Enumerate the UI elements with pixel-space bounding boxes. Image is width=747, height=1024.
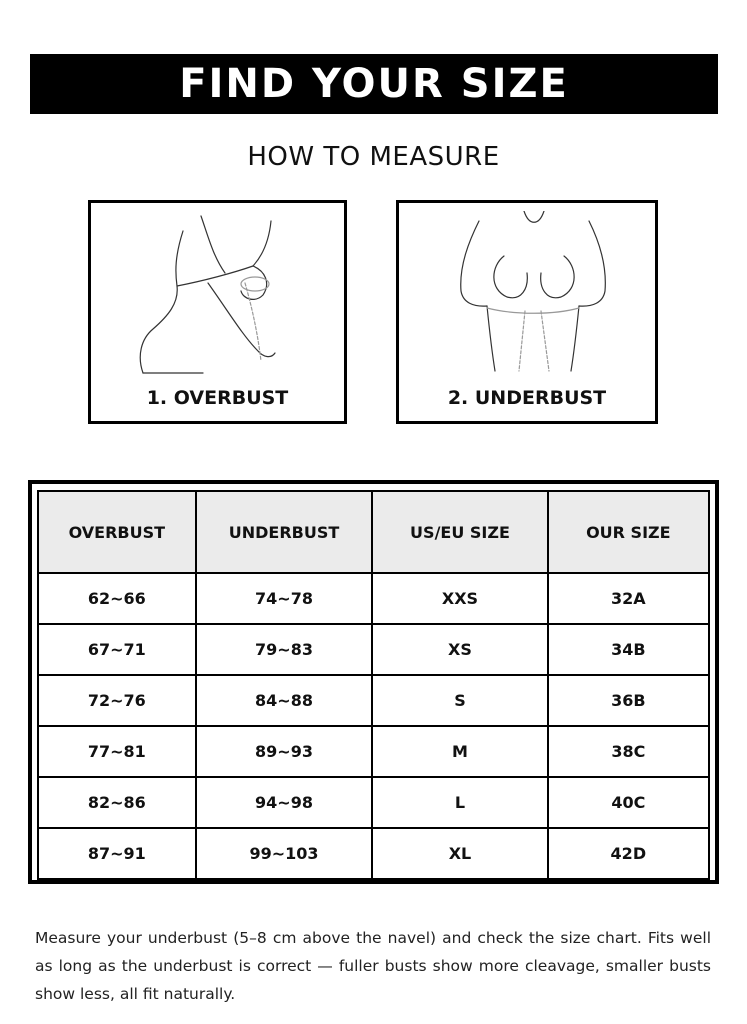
underbust-cell: 79~83 — [196, 624, 373, 675]
title-banner — [30, 54, 718, 114]
us-eu-size-cell: L — [372, 777, 547, 828]
page-title: FIND YOUR SIZE — [179, 61, 569, 107]
us-eu-size-cell: XS — [372, 624, 547, 675]
underbust-cell: 74~78 — [196, 573, 373, 624]
us-eu-size-cell: XL — [372, 828, 547, 879]
overbust-cell: 67~71 — [38, 624, 196, 675]
column-header: US/EU SIZE — [372, 491, 547, 573]
table-row — [38, 624, 709, 675]
table-row — [38, 828, 709, 879]
underbust-label: 2. UNDERBUST — [447, 387, 607, 409]
our-size-cell: 42D — [548, 828, 709, 879]
section-title: HOW TO MEASURE — [247, 142, 500, 172]
overbust-cell: 72~76 — [38, 675, 196, 726]
table-row — [38, 573, 709, 624]
underbust-cell: 89~93 — [196, 726, 373, 777]
us-eu-size-cell: XXS — [372, 573, 547, 624]
size-table — [37, 490, 710, 880]
column-header: UNDERBUST — [196, 491, 373, 573]
us-eu-size-cell: S — [372, 675, 547, 726]
table-header-row — [38, 491, 709, 573]
our-size-cell: 32A — [548, 573, 709, 624]
size-chart — [28, 480, 719, 884]
our-size-cell: 40C — [548, 777, 709, 828]
table-row — [38, 726, 709, 777]
our-size-cell: 38C — [548, 726, 709, 777]
table-row — [38, 675, 709, 726]
us-eu-size-cell: M — [372, 726, 547, 777]
underbust-card — [396, 200, 658, 424]
overbust-illustration — [113, 211, 323, 383]
overbust-cell: 87~91 — [38, 828, 196, 879]
overbust-cell: 77~81 — [38, 726, 196, 777]
column-header: OUR SIZE — [548, 491, 709, 573]
underbust-illustration — [429, 211, 639, 383]
our-size-cell: 34B — [548, 624, 709, 675]
fit-note: Measure your underbust (5–8 cm above the navel) and check the size chart. Fits well as long as the underbust is correct — fuller busts show more cleavage, smaller busts show less, all fit naturally. — [35, 928, 711, 1003]
overbust-card — [88, 200, 347, 424]
overbust-cell: 62~66 — [38, 573, 196, 624]
column-header: OVERBUST — [38, 491, 196, 573]
overbust-label: 1. OVERBUST — [146, 387, 289, 409]
underbust-cell: 84~88 — [196, 675, 373, 726]
underbust-cell: 94~98 — [196, 777, 373, 828]
our-size-cell: 36B — [548, 675, 709, 726]
table-row — [38, 777, 709, 828]
overbust-cell: 82~86 — [38, 777, 196, 828]
underbust-cell: 99~103 — [196, 828, 373, 879]
